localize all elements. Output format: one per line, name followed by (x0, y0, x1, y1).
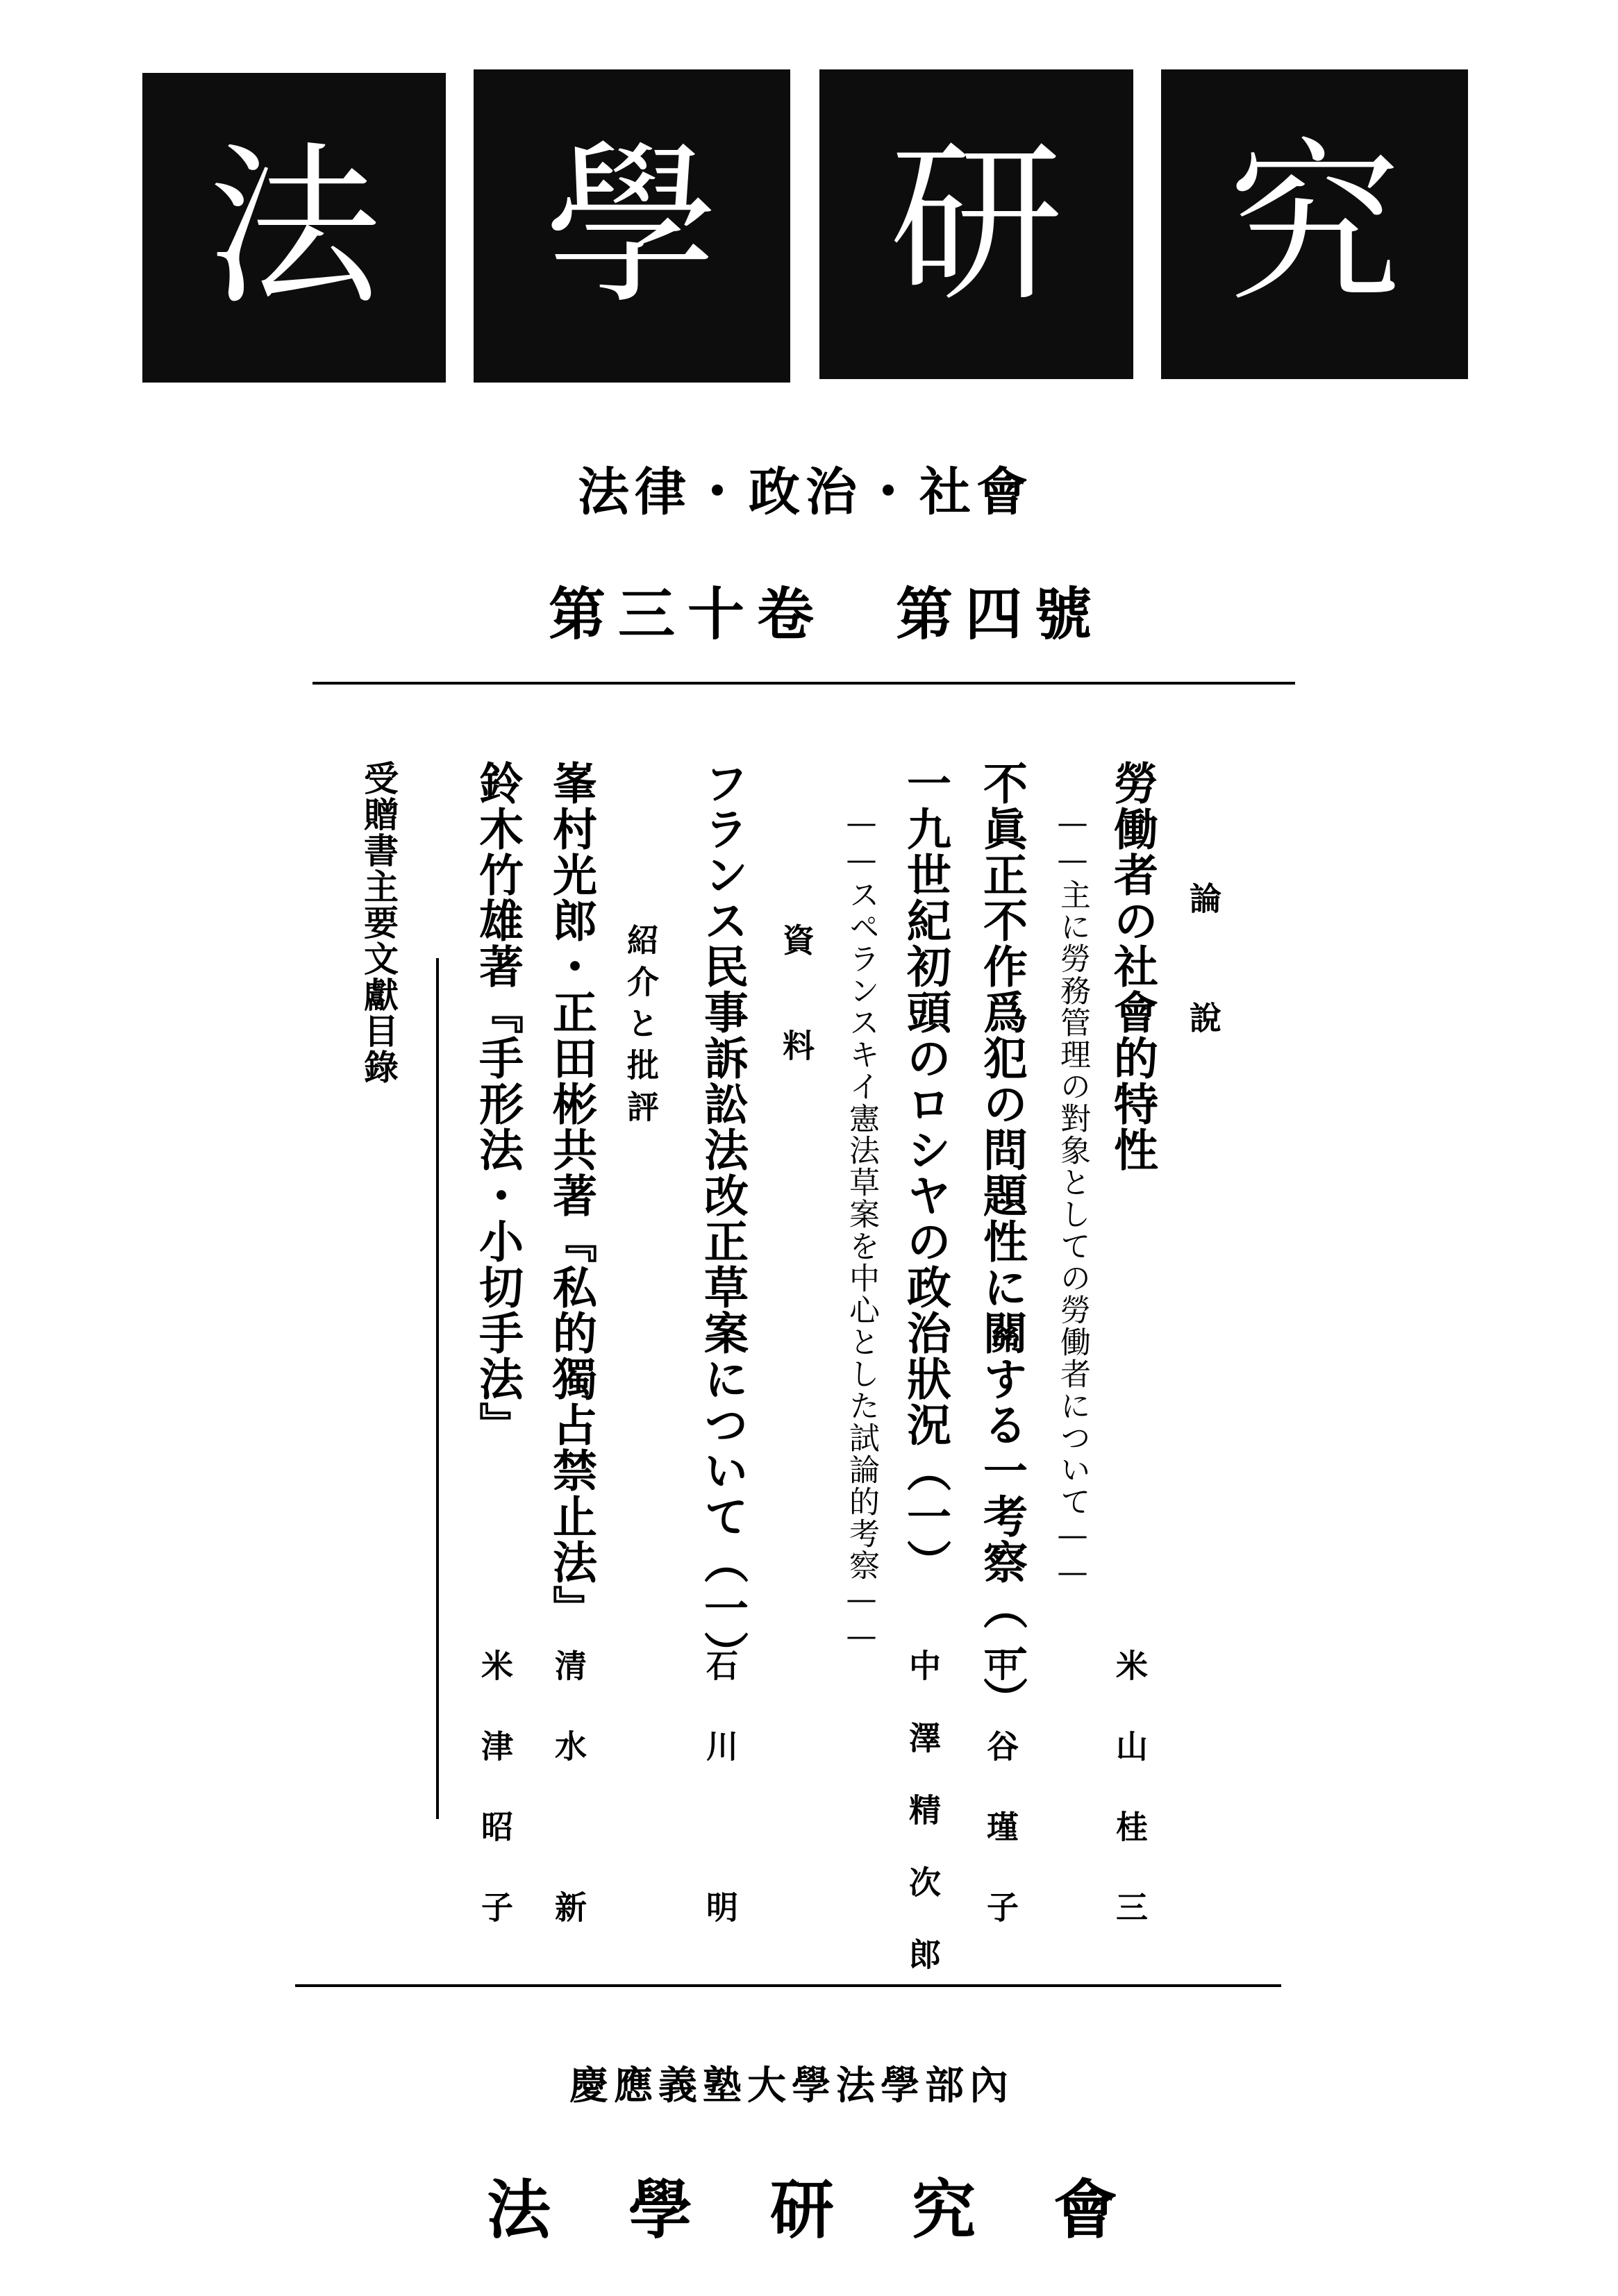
article3-author: 中 澤 精 次 郎 (904, 1649, 942, 1974)
review2-author: 米 津 昭 子 (476, 1649, 514, 1931)
publisher-address: 慶應義塾大學法學部內 (569, 2063, 1014, 2109)
article2-author: 中 谷 瑾 子 (982, 1649, 1019, 1931)
volume-line: 第三十卷 第四號 (548, 581, 1104, 648)
article4-title: フランス民事訴訟法改正草案について（一） (697, 760, 749, 1677)
article2-title: 不眞正不作爲犯の問題性に關する一考察（一） (976, 760, 1028, 1723)
masthead-block-4 (1161, 69, 1468, 379)
article3-subtitle: ——スペランスキイ憲法草案を中心とした試論的考察—— (844, 805, 879, 1655)
masthead-char-1: 法 (207, 126, 381, 328)
article3-title: 一九世紀初頭のロシヤの政治狀況（一） (899, 760, 951, 1585)
top-divider (312, 682, 1295, 685)
article1-title: 勞働者の社會的特性 (1106, 760, 1158, 1173)
masthead-char-2: 學 (545, 124, 719, 327)
review1-title: 峯村光郎・正田彬共著『私的獨占禁止法』 (545, 760, 597, 1631)
masthead-block-3 (819, 69, 1133, 379)
masthead-block-1 (142, 73, 446, 383)
section-ronsetsu: 論 說 (1185, 882, 1222, 1061)
appendix-title: 受贈書主要文獻目錄 (358, 760, 399, 1085)
masthead-char-4: 究 (1228, 123, 1401, 325)
journal-subtitle: 法律・政治・社會 (578, 462, 1033, 522)
publisher-name: 法 學 研 究 會 (486, 2172, 1124, 2247)
section-shiryo: 資 料 (778, 923, 815, 1082)
article4-author: 石 川 明 (701, 1649, 739, 1931)
review2-title: 鈴木竹雄著『手形法・小切手法』 (472, 760, 524, 1448)
masthead-block-2 (474, 69, 790, 383)
review1-author: 清 水 新 (550, 1649, 587, 1931)
bottom-divider (295, 1984, 1281, 1987)
masthead-char-3: 研 (890, 123, 1063, 325)
vertical-divider (436, 958, 439, 1819)
article1-subtitle: ——主に勞務管理の對象としての勞働者について—— (1055, 805, 1090, 1591)
article1-author: 米 山 桂 三 (1111, 1649, 1149, 1931)
section-shokai: 紹介と批評 (622, 923, 660, 1132)
